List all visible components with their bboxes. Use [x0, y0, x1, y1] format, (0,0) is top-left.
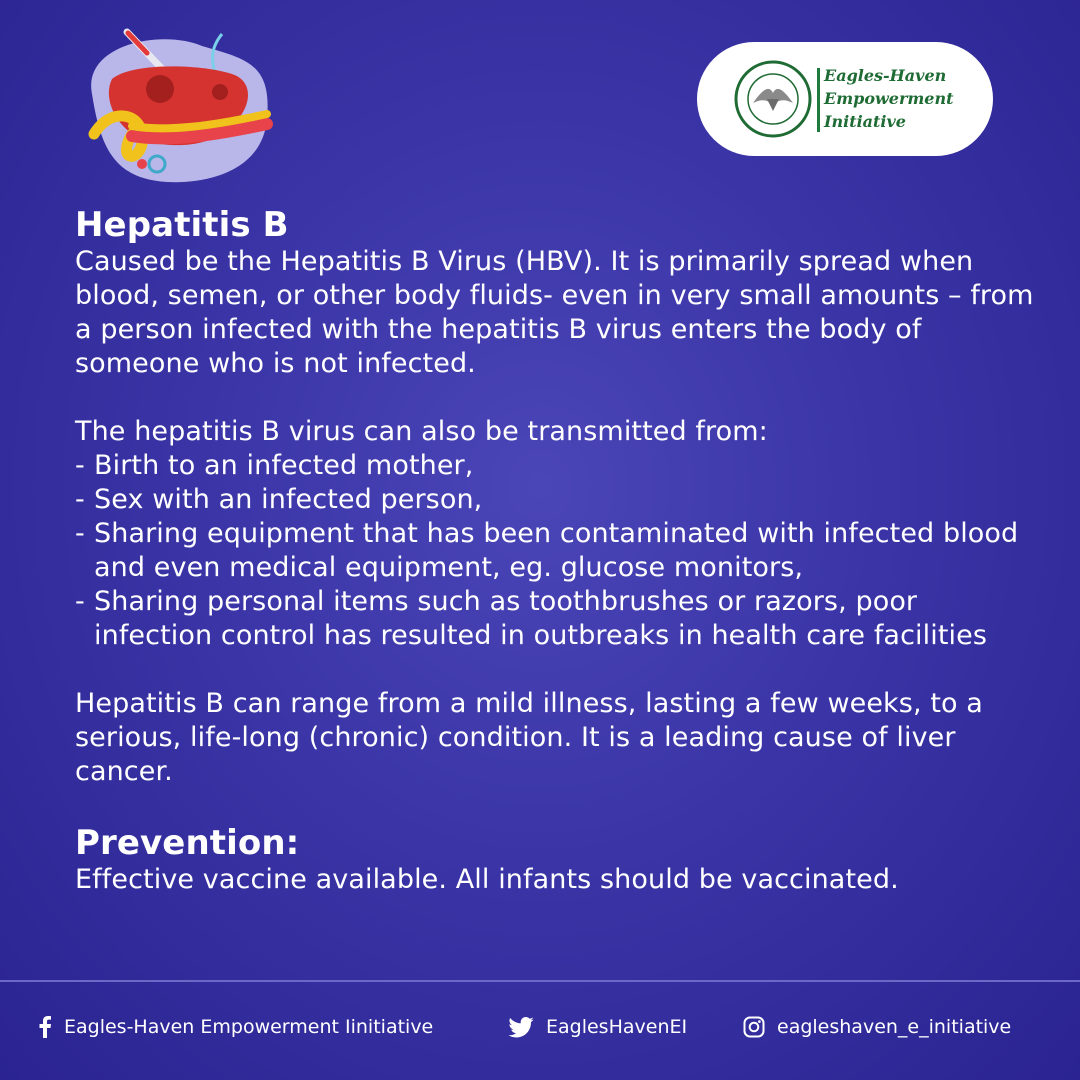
list-item: - Sex with an infected person,: [75, 484, 483, 515]
footer-divider: [0, 980, 1080, 982]
logo-wordmark: [824, 64, 954, 133]
list-item: - Birth to an infected mother,: [75, 450, 474, 481]
twitter-handle: EaglesHavenEI: [546, 1016, 688, 1038]
list-item: - Sharing personal items such as toothbrushes or razors, poor infection control has resulted in outbreaks in health care facilities: [75, 586, 987, 651]
facebook-link[interactable]: [38, 1005, 433, 1049]
eagle-seal-icon: [733, 59, 813, 139]
liver-ribbon-illustration: [72, 24, 282, 194]
page-title: Hepatitis B: [75, 205, 289, 245]
article-body: [75, 205, 1035, 897]
organization-logo: [697, 42, 993, 156]
twitter-icon: [508, 1017, 534, 1038]
footer: [0, 1005, 1080, 1049]
logo-divider: [817, 68, 820, 132]
logo-line-2: Empowerment: [824, 89, 954, 108]
logo-line-1: Eagles-Haven: [824, 66, 947, 85]
prevention-heading: Prevention:: [75, 823, 300, 863]
facebook-icon: [38, 1016, 52, 1038]
logo-line-3: Initiative: [824, 112, 906, 131]
intro-paragraph: Caused be the Hepatitis B Virus (HBV). It is primarily spread when blood, semen, or other body fluids- even in very small amounts – from a person infected with the hepatitis B virus enters the body of someone who is not infected.: [75, 246, 1034, 379]
transmission-lead: The hepatitis B virus can also be transmitted from:: [75, 416, 768, 447]
transmission-list: [75, 449, 1035, 653]
instagram-handle: eagleshaven_e_initiative: [777, 1016, 1012, 1038]
twitter-link[interactable]: [508, 1005, 687, 1049]
instagram-link[interactable]: [743, 1005, 1011, 1049]
facebook-handle: Eagles-Haven Empowerment Iinitiative: [64, 1016, 434, 1038]
list-item: - Sharing equipment that has been contaminated with infected blood and even medical equipment, eg. glucose monitors,: [75, 518, 1019, 583]
instagram-icon: [743, 1016, 765, 1038]
prevention-text: Effective vaccine available. All infants should be vaccinated.: [75, 864, 899, 895]
severity-paragraph: Hepatitis B can range from a mild illness, lasting a few weeks, to a serious, life-long (chronic) condition. It is a leading cause of liver cancer.: [75, 688, 983, 787]
